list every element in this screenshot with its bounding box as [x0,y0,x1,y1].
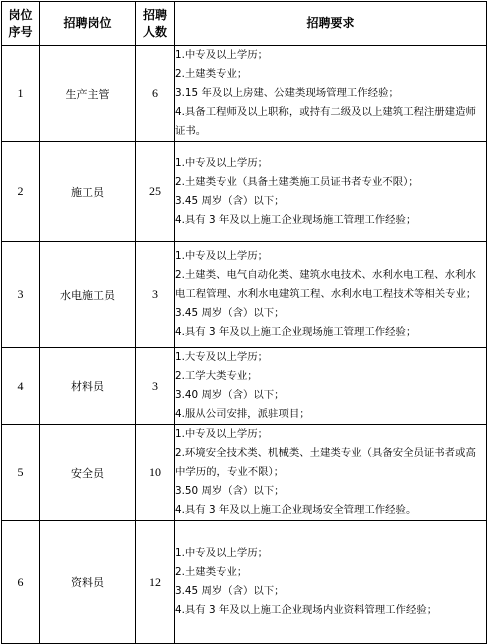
requirement-item: 3.40 周岁（含）以下； [175,389,285,401]
header-headcount-line1: 招聘 [142,7,167,22]
requirement-item: 2.工学大类专业； [175,370,258,382]
table-row [2,348,487,425]
table-row [2,142,487,242]
recruitment-table [1,1,487,644]
row-headcount: 12 [136,521,175,644]
requirement-item: 3.50 周岁（含）以下； [175,485,285,497]
requirement-item: 4.具有 3 年及以上施工企业现场施工管理工作经验； [175,326,417,338]
row-position: 资料员 [40,521,136,644]
requirement-item: 4.具有 3 年及以上施工企业现场内业资料管理工作经验； [175,604,438,616]
row-number: 1 [2,46,40,142]
row-headcount: 25 [136,142,175,242]
table-row [2,242,487,348]
requirement-item: 1.中专及以上学历； [175,547,269,559]
requirement-item: 2.土建类、电气自动化类、建筑水电技术、水利水电工程、水利水电工程管理、水利水电建筑工程、水利水电工程技术等相关专业； [175,269,477,300]
row-position: 生产主管 [40,46,136,142]
row-number: 4 [2,348,40,425]
requirement-item: 4.具有 3 年及以上施工企业现场安全管理工作经验。 [175,504,417,516]
requirement-item: 2.土建类专业； [175,566,248,578]
requirement-item: 3.15 年及以上房建、公建类现场管理工作经验； [175,87,399,99]
requirement-item: 1.中专及以上学历； [175,49,269,61]
row-requirements [175,425,487,521]
row-requirements [175,142,487,242]
row-position: 施工员 [40,142,136,242]
requirement-item: 2.土建类专业（具备土建类施工员证书者专业不限）； [175,175,419,188]
header-position-number-line2: 序号 [8,24,33,39]
row-position: 材料员 [40,348,136,425]
header-headcount [136,2,175,46]
row-headcount: 3 [136,348,175,425]
row-number: 5 [2,425,40,521]
requirement-item: 3.45 周岁（含）以下； [175,194,285,207]
row-requirements [175,46,487,142]
requirement-item: 1.中专及以上学历； [175,428,269,440]
header-headcount-line2: 人数 [142,24,167,39]
requirement-item: 3.45 周岁（含）以下； [175,307,285,319]
row-number: 3 [2,242,40,348]
row-requirements [175,521,487,644]
header-position-number-line1: 岗位 [8,7,33,22]
requirement-item: 3.45 周岁（含）以下； [175,585,285,597]
row-headcount: 3 [136,242,175,348]
row-position: 水电施工员 [40,242,136,348]
header-position: 招聘岗位 [40,2,136,46]
header-requirements: 招聘要求 [175,2,487,46]
header-position-number [2,2,40,46]
row-requirements [175,242,487,348]
requirement-item: 1.大专及以上学历； [175,351,269,363]
row-requirements [175,348,487,425]
requirement-item: 4.服从公司安排，派驻项目； [175,408,310,420]
table-row [2,425,487,521]
table-row [2,521,487,644]
requirement-item: 1.中专及以上学历； [175,250,269,262]
requirement-item: 4.具备工程师及以上职称，或持有二级及以上建筑工程注册建造师证书。 [175,106,476,137]
row-number: 6 [2,521,40,644]
row-headcount: 10 [136,425,175,521]
header-row [2,2,487,46]
requirement-item: 4.具有 3 年及以上施工企业现场施工管理工作经验； [175,213,417,226]
requirement-item: 2.土建类专业； [175,68,248,80]
row-position: 安全员 [40,425,136,521]
requirement-item: 2.环境安全技术类、机械类、土建类专业（具备安全员证书者或高中学历的，专业不限）； [175,447,476,478]
requirement-item: 1.中专及以上学历； [175,156,269,169]
row-headcount: 6 [136,46,175,142]
row-number: 2 [2,142,40,242]
table-row [2,46,487,142]
